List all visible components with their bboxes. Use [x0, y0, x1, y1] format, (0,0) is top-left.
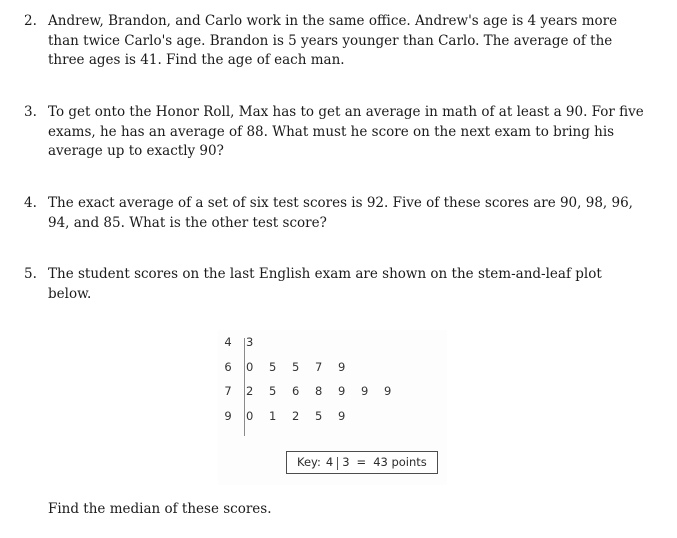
- problem-item: [24, 194, 644, 233]
- stem-leaf-row: [218, 355, 407, 380]
- leaf-value: 1: [269, 408, 277, 423]
- stem-leaf-row: [218, 330, 407, 355]
- stem-value: 6: [224, 359, 232, 374]
- leaf-value: 9: [384, 384, 392, 399]
- problem-item: [24, 265, 634, 304]
- leaf-value: 5: [315, 408, 323, 423]
- leaf-value: 5: [269, 359, 277, 374]
- leaf-value: 9: [338, 359, 346, 374]
- key-stem-value: 4: [325, 455, 334, 469]
- leaf-group: [238, 335, 269, 349]
- problem-number: 2.: [24, 13, 37, 29]
- key-leaf-value: 3: [342, 455, 350, 469]
- leaf-value: 6: [292, 384, 300, 399]
- leaf-value: 2: [246, 384, 254, 399]
- stem-value: 4: [224, 335, 232, 350]
- problem-text: The exact average of a set of six test scores is 92. Five of these scores are 90, 98, 96, 94, and 85. What is the other test score?: [48, 195, 633, 231]
- problem-text: The student scores on the last English exam are shown on the stem-and-leaf plot below.: [48, 266, 602, 302]
- leaf-group: [238, 360, 361, 374]
- leaf-value: 5: [292, 359, 300, 374]
- key-result-value: 43 points: [373, 455, 427, 469]
- stem-leaf-row: [218, 379, 407, 404]
- leaf-value: 0: [246, 359, 254, 374]
- closing-prompt: Find the median of these scores.: [48, 501, 272, 517]
- stem-value: 9: [224, 408, 232, 423]
- key-equals-sign: =: [356, 455, 367, 469]
- problem-number: 3.: [24, 104, 37, 120]
- stem-leaf-row: [218, 404, 407, 429]
- stem-value: 7: [224, 384, 232, 399]
- leaf-value: 9: [361, 384, 369, 399]
- leaf-value: 9: [338, 408, 346, 423]
- stem-leaf-key-box: [286, 451, 438, 474]
- leaf-value: 8: [315, 384, 323, 399]
- problem-number: 5.: [24, 266, 37, 282]
- leaf-value: 3: [246, 335, 254, 350]
- leaf-value: 0: [246, 408, 254, 423]
- leaf-value: 2: [292, 408, 300, 423]
- problem-text: Andrew, Brandon, and Carlo work in the same office. Andrew's age is 4 years more than twice Carlo's age. Brandon is 5 years younger than Carlo. The average of the three ages is 41. Find the age of each man.: [48, 13, 618, 68]
- stem-and-leaf-figure: [218, 330, 447, 485]
- problem-item: [24, 12, 644, 71]
- leaf-value: 5: [269, 384, 277, 399]
- problem-number: 4.: [24, 195, 37, 211]
- key-label: Key:: [297, 455, 321, 469]
- stem-leaf-divider-line: [244, 338, 245, 436]
- problem-item: [24, 103, 650, 162]
- leaf-group: [238, 409, 361, 423]
- stem-and-leaf-plot: [218, 330, 407, 428]
- leaf-value: 7: [315, 359, 323, 374]
- key-divider-line: [337, 457, 338, 470]
- leaf-group: [238, 384, 407, 398]
- leaf-value: 9: [338, 384, 346, 399]
- problem-text: To get onto the Honor Roll, Max has to get an average in math of at least a 90. For five exams, he has an average of 88. What must he score on the next exam to bring his average up to exactly 90?: [48, 104, 644, 159]
